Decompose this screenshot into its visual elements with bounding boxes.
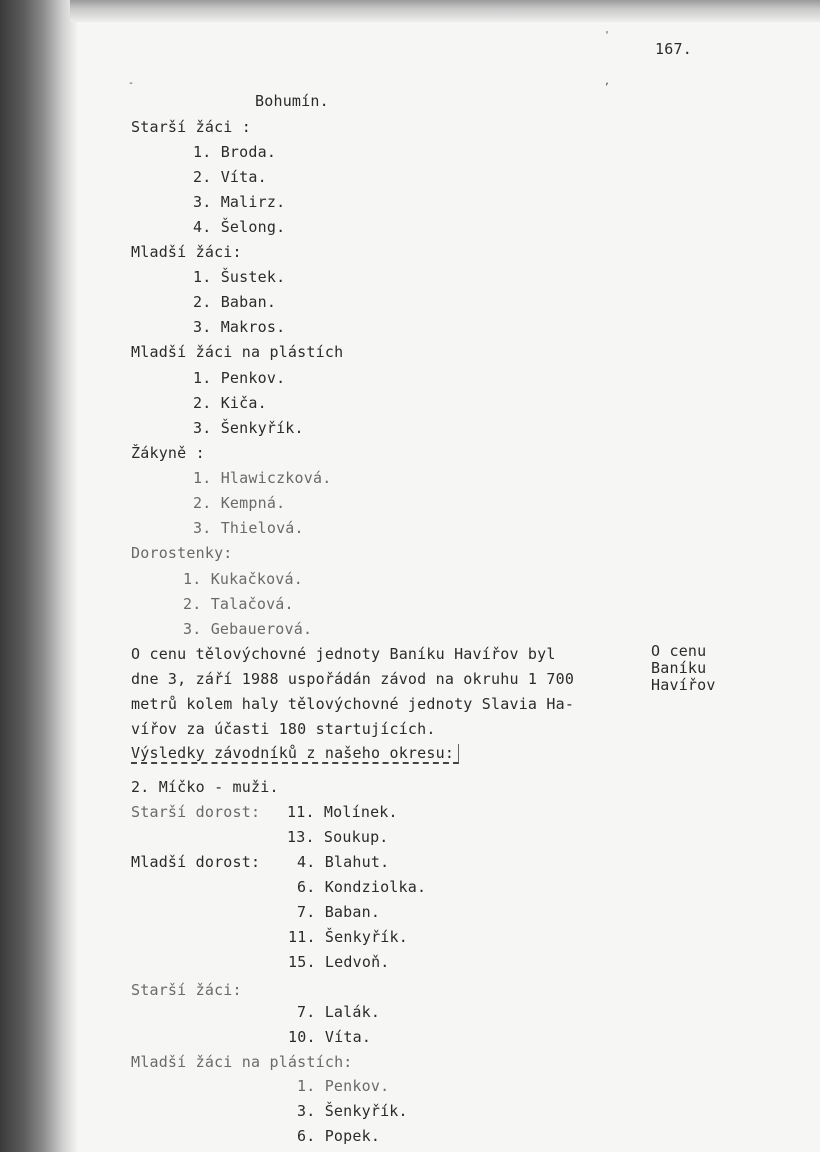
- result-item: 15. Ledvoň.: [288, 953, 390, 971]
- result-item: 11. Šenkyřík.: [288, 928, 408, 946]
- result-item: 7. Lalák.: [297, 1003, 381, 1021]
- result-category: Starší žáci:: [131, 981, 242, 999]
- document-title: Bohumín.: [255, 92, 329, 110]
- list-item: 1. Hlawiczková.: [193, 469, 332, 487]
- result-item: 1. Penkov.: [297, 1077, 390, 1095]
- paragraph-line: dne 3, září 1988 uspořádán závod na okruhu 1 700: [131, 670, 575, 688]
- result-item: 11. Molínek.: [287, 803, 398, 821]
- result-item: 6. Popek.: [297, 1127, 381, 1145]
- result-category: Mladší dorost:: [131, 853, 261, 871]
- list-item: 3. Šenkyřík.: [193, 419, 304, 437]
- margin-note-line: O cenu: [651, 642, 707, 660]
- section-heading: Žákyně :: [131, 444, 205, 462]
- list-item: 4. Šelong.: [193, 218, 286, 236]
- section-heading: Dorostenky:: [131, 544, 233, 562]
- paragraph-line: metrů kolem haly tělovýchovné jednoty Slavia Ha-: [131, 695, 575, 713]
- list-item: 1. Penkov.: [193, 369, 286, 387]
- top-edge-shadow: [70, 0, 820, 22]
- section-heading: Mladší žáci:: [131, 243, 242, 261]
- section-heading: Starší žáci :: [131, 118, 251, 136]
- result-item: 6. Kondziolka.: [297, 878, 427, 896]
- list-item: 3. Makros.: [193, 318, 286, 336]
- scan-mark-top: ': [604, 30, 611, 41]
- result-category: Starší dorost:: [131, 803, 261, 821]
- list-item: 2. Kempná.: [193, 494, 286, 512]
- list-item: 3. Gebauerová.: [183, 620, 313, 638]
- result-category: Mladší žáci na plástích:: [131, 1053, 353, 1071]
- list-item: 3. Malirz.: [193, 193, 286, 211]
- list-item: 3. Thielová.: [193, 519, 304, 537]
- results-heading: Výsledky závodníků z našeho okresu:: [131, 744, 459, 764]
- page-number: 167.: [655, 40, 692, 58]
- list-item: 2. Talačová.: [183, 595, 294, 613]
- list-item: 1. Broda.: [193, 143, 277, 161]
- section-heading: Mladší žáci na plástích: [131, 343, 344, 361]
- binding-shadow: [0, 0, 78, 1152]
- list-item: 1. Kukačková.: [183, 570, 303, 588]
- margin-note-line: Havířov: [651, 676, 716, 694]
- paragraph-line: O cenu tělovýchovné jednoty Baníku Havířov byl: [131, 645, 556, 663]
- margin-note-line: Baníku: [651, 659, 707, 677]
- scan-mark-right: ,: [604, 76, 611, 87]
- scan-mark-left: -: [128, 78, 135, 89]
- list-item: 2. Kiča.: [193, 394, 267, 412]
- result-item: 13. Soukup.: [287, 828, 389, 846]
- result-category: 2. Míčko - muži.: [131, 778, 279, 796]
- result-item: 3. Šenkyřík.: [297, 1102, 408, 1120]
- result-item: 4. Blahut.: [297, 853, 390, 871]
- result-item: 10. Víta.: [288, 1028, 372, 1046]
- list-item: 1. Šustek.: [193, 268, 286, 286]
- list-item: 2. Víta.: [193, 168, 267, 186]
- list-item: 2. Baban.: [193, 293, 277, 311]
- result-item: 7. Baban.: [297, 903, 381, 921]
- paragraph-line: vířov za účasti 180 startujících.: [131, 720, 436, 738]
